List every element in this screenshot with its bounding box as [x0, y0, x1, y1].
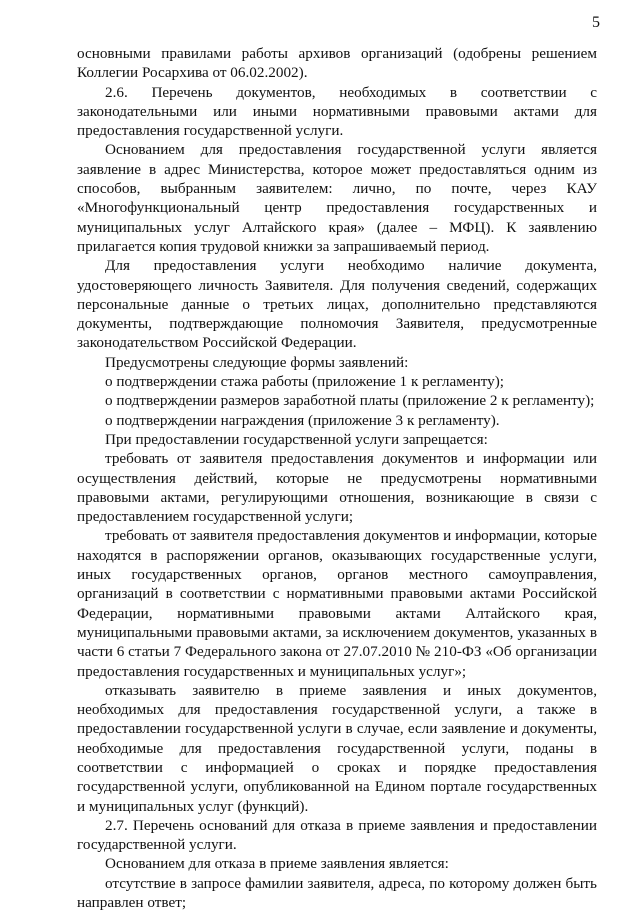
- paragraph: Основанием для предоставления государственной услуги является заявление в адрес Министерства, которое может предоставляться одним из способов, выбранным заявителем: лично, по почте, через КАУ «Многофункциональный центр предоставления государственных и муниципальных услуг Алтайского края» (далее – МФЦ). К заявлению прилагается копия трудовой книжки за запрашиваемый период.: [77, 141, 597, 255]
- paragraph: о подтверждении стажа работы (приложение 1 к регламенту);: [105, 373, 505, 391]
- paragraph: При предоставлении государственной услуги запрещается:: [105, 430, 488, 448]
- paragraph: Предусмотрены следующие формы заявлений:: [105, 353, 409, 371]
- paragraph: основными правилами работы архивов организаций (одобрены решением Коллегии Росархива от 06.02.2002).: [77, 45, 597, 82]
- page-number: 5: [592, 14, 600, 31]
- paragraph: 2.7. Перечень оснований для отказа в приеме заявления и предоставлении государственной услуги.: [77, 816, 597, 854]
- paragraph: 2.6. Перечень документов, необходимых в соответствии с законодательными или иными нормативными правовыми актами для предоставления государственной услуги.: [77, 83, 597, 140]
- paragraph: отсутствие в запросе фамилии заявителя, адреса, по которому должен быть направлен ответ;: [77, 874, 597, 912]
- paragraph: требовать от заявителя предоставления документов и информации, которые находятся в распоряжении органов, оказывающих государственные услуги, иных государственных органов, органов местного самоуправления, организаций в соответствии с нормативными правовыми актами Российской Федерации, нормативными правовыми актами Алтайского края, муниципальными правовыми актами, за исключением документов, указанных в части 6 статьи 7 Федерального закона от 27.07.2010 № 210-ФЗ «Об организации предоставления государственных и муниципальных услуг»;: [77, 527, 597, 680]
- paragraph: о подтверждении размеров заработной платы (приложение 2 к регламенту);: [105, 392, 595, 410]
- paragraph: Основанием для отказа в приеме заявления является:: [105, 855, 449, 873]
- document-body: [77, 44, 597, 912]
- paragraph: отказывать заявителю в приеме заявления и иных документов, необходимых для предоставления государственной услуги, а также в предоставлении государственной услуги в случае, если заявление и документы, необходимые для предоставления государственной услуги, поданы в соответствии с информацией о сроках и порядке предоставления государственной услуги, опубликованной на Едином портале государственных и муниципальных услуг (функций).: [77, 681, 597, 815]
- paragraph: о подтверждении награждения (приложение 3 к регламенту).: [105, 411, 500, 429]
- paragraph: требовать от заявителя предоставления документов и информации или осуществления действий, которые не предусмотрены нормативными правовыми актами, регулирующими отношения, возникающие в связи с предоставлением государственной услуги;: [77, 450, 597, 526]
- paragraph: Для предоставления услуги необходимо наличие документа, удостоверяющего личность Заявителя. Для получения сведений, содержащих персональные данные о третьих лицах, дополнительно представляются документы, подтверждающие полномочия Заявителя, предусмотренные законодательством Российской Федерации.: [77, 257, 597, 352]
